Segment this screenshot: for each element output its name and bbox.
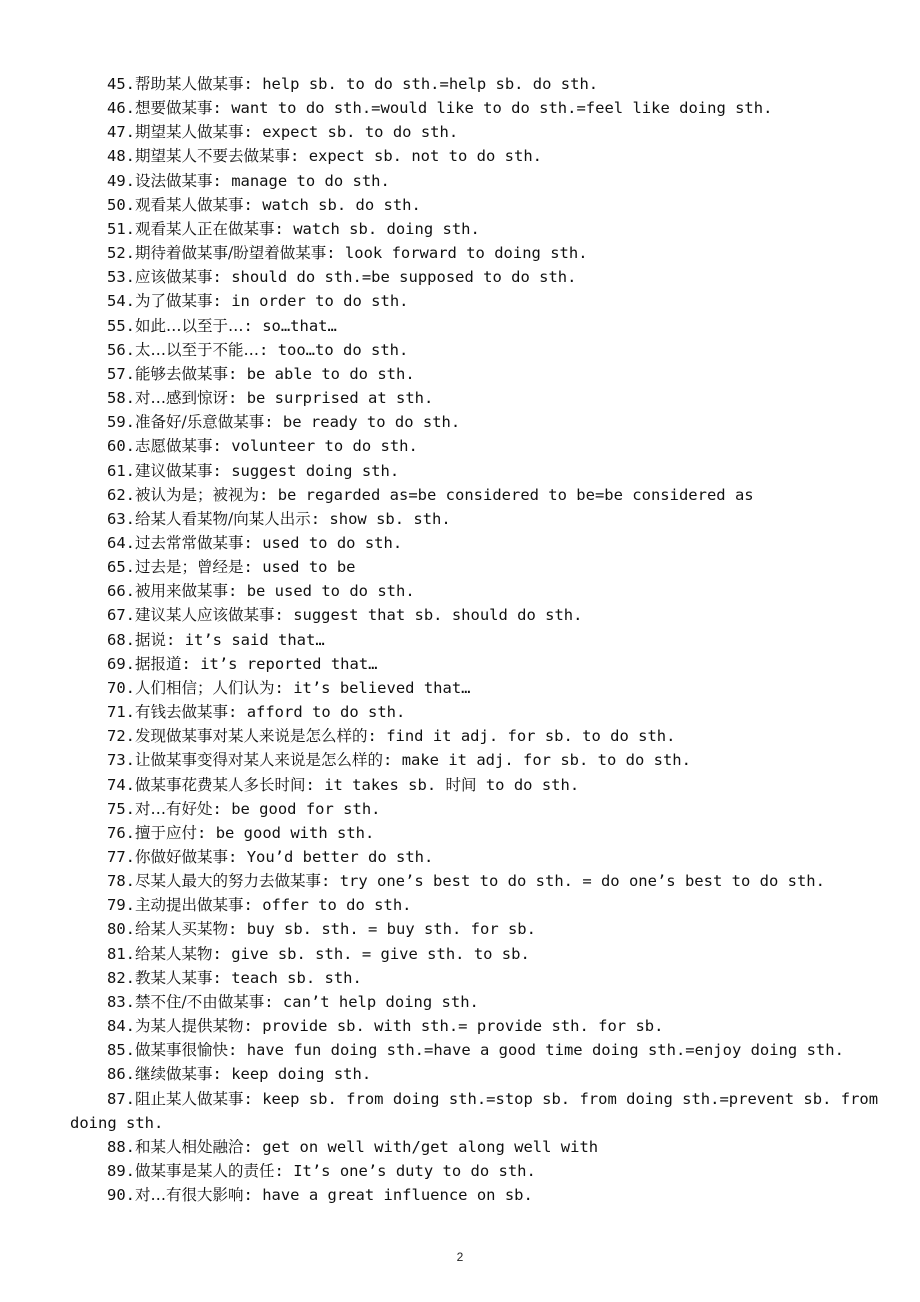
entry-chinese-term: 主动提出做某事 [135, 896, 244, 915]
phrase-entry [70, 96, 900, 120]
phrase-entry [70, 314, 900, 338]
entry-separator: : [243, 896, 263, 915]
entry-chinese-term: 给某人买某物 [135, 920, 229, 939]
entry-separator: : [274, 219, 294, 238]
entry-separator: : [243, 75, 263, 93]
entry-number: 84. [107, 1017, 135, 1036]
entry-number: 48. [107, 147, 135, 166]
entry-chinese-term: 有钱去做某事 [135, 703, 229, 722]
entry-english-phrase: have fun doing sth.=have a good time doing sth.=enjoy doing sth. [246, 1041, 844, 1060]
entry-number: 90. [107, 1186, 135, 1205]
entry-chinese-term: 继续做某事 [135, 1065, 213, 1084]
entry-chinese-term: 你做好做某事 [135, 848, 229, 866]
entry-chinese-term: 期望某人做某事 [135, 123, 244, 142]
entry-separator: : [181, 654, 201, 673]
entry-english-phrase: watch sb. do sth. [262, 195, 421, 214]
entry-separator: : [212, 437, 232, 456]
entry-separator: : [212, 171, 232, 190]
entry-number: 63. [107, 509, 135, 528]
entry-number: 53. [107, 268, 135, 287]
entry-english-phrase: suggest doing sth. [231, 461, 400, 480]
entry-separator: : [264, 413, 283, 432]
phrase-entry [70, 193, 900, 217]
entry-number: 77. [107, 848, 135, 866]
entry-chinese-term: 和某人相处融洽 [135, 1137, 244, 1156]
entry-number: 49. [107, 171, 135, 190]
entry-english-phrase: be used to do sth. [246, 582, 415, 601]
entry-number: 47. [107, 123, 135, 142]
entry-english-phrase: look forward to doing sth. [344, 244, 588, 263]
entry-number: 57. [107, 364, 135, 383]
entry-english-phrase: be good for sth. [231, 799, 381, 818]
phrase-entry [70, 845, 900, 869]
entry-chinese-term: 禁不住/不由做某事 [135, 992, 265, 1011]
entry-separator: : [197, 823, 216, 842]
entry-english-phrase: It’s one’s duty to do sth. [293, 1162, 536, 1181]
phrase-entry [70, 169, 900, 193]
phrase-entry [70, 289, 900, 313]
entry-chinese-term: 建议某人应该做某事 [135, 606, 275, 625]
entry-separator: : [305, 775, 325, 794]
phrase-entry [70, 241, 900, 265]
entry-number: 61. [107, 461, 135, 480]
entry-number: 51. [107, 219, 135, 238]
entry-separator: : [367, 727, 387, 746]
phrase-entry [70, 1087, 900, 1135]
entry-number: 72. [107, 727, 135, 746]
entry-english-phrase: buy sb. sth. = buy sth. for sb. [246, 920, 536, 939]
entry-separator: : [212, 1065, 232, 1084]
entry-number: 60. [107, 437, 135, 456]
entry-chinese-term: 据说 [135, 630, 167, 649]
entry-english-phrase: be regarded as=be considered to be=be considered as [277, 485, 754, 504]
entry-chinese-term: 做某事是某人的责任 [135, 1162, 275, 1181]
entry-english-phrase: have a great influence on sb. [262, 1186, 533, 1205]
phrase-entry [70, 966, 900, 990]
entry-chinese-term: 对…有好处 [135, 799, 213, 818]
entry-separator: : [228, 703, 247, 722]
entry-separator: : [243, 123, 263, 142]
entry-english-phrase: be ready to do sth. [282, 413, 461, 432]
entry-english-phrase: keep doing sth. [231, 1065, 372, 1084]
entry-number: 68. [107, 630, 135, 649]
entry-separator: : [274, 606, 294, 625]
entry-number: 86. [107, 1065, 135, 1084]
entry-separator: : [264, 992, 283, 1011]
entry-number: 83. [107, 992, 135, 1011]
entry-separator: : [243, 1017, 263, 1036]
phrase-entry [70, 700, 900, 724]
entry-chinese-term: 为了做某事 [135, 292, 213, 311]
entry-chinese-term: 擅于应付 [135, 823, 198, 842]
phrase-entry [70, 652, 900, 676]
entry-separator: : [243, 558, 263, 577]
entry-number: 76. [107, 823, 135, 842]
entry-english-phrase: so…that… [262, 316, 337, 335]
phrase-entry [70, 1038, 900, 1062]
entry-english-phrase: be good with sth. [215, 823, 375, 842]
entry-number: 78. [107, 872, 135, 891]
entry-number: 73. [107, 751, 135, 770]
entry-english-phrase: it takes sb. 时间 to do sth. [324, 775, 580, 794]
entry-chinese-term: 做某事很愉快 [135, 1041, 229, 1060]
entry-separator: : [259, 485, 278, 504]
entry-chinese-term: 志愿做某事 [135, 437, 213, 456]
entry-chinese-term: 过去是；曾经是 [135, 558, 244, 577]
entry-chinese-term: 观看某人做某事 [135, 195, 244, 214]
phrase-entry [70, 386, 900, 410]
phrase-entry [70, 531, 900, 555]
entry-english-phrase: find it adj. for sb. to do sth. [386, 727, 676, 746]
entry-english-phrase: help sb. to do sth.=help sb. do sth. [262, 75, 599, 93]
entry-number: 69. [107, 654, 135, 673]
entry-number: 52. [107, 244, 135, 263]
entry-separator: : [321, 872, 340, 891]
entry-separator: : [166, 630, 185, 649]
phrase-entry [70, 773, 900, 797]
entry-english-phrase: try one’s best to do sth. = do one’s best to do sth. [339, 872, 825, 891]
entry-chinese-term: 能够去做某事 [135, 364, 229, 383]
phrase-entry [70, 821, 900, 845]
entry-english-phrase: in order to do sth. [231, 292, 409, 311]
entry-english-phrase: You’d better do sth. [246, 848, 434, 866]
entry-number: 75. [107, 799, 135, 818]
entry-chinese-term: 据报道 [135, 654, 182, 673]
entry-chinese-term: 应该做某事 [135, 268, 213, 287]
entry-number: 64. [107, 533, 135, 552]
phrase-entry [70, 120, 900, 144]
entry-number: 62. [107, 485, 135, 504]
entry-separator: : [290, 147, 309, 166]
phrase-entry [70, 917, 900, 941]
entry-number: 65. [107, 558, 135, 577]
entry-chinese-term: 让做某事变得对某人来说是怎么样的 [135, 751, 384, 770]
entry-separator: : [243, 1137, 263, 1156]
entry-separator: : [243, 316, 263, 335]
entry-chinese-term: 教某人某事 [135, 968, 213, 987]
entry-number: 81. [107, 944, 135, 963]
phrase-entry [70, 676, 900, 700]
entry-chinese-term: 建议做某事 [135, 461, 213, 480]
entry-number: 59. [107, 413, 135, 432]
entry-separator: : [274, 1162, 294, 1181]
entry-separator: : [383, 751, 402, 770]
entry-chinese-term: 期待着做某事/盼望着做某事 [135, 244, 327, 263]
entry-chinese-term: 为某人提供某物 [135, 1017, 244, 1036]
entry-separator: : [228, 920, 247, 939]
entry-number: 80. [107, 920, 135, 939]
phrase-entry [70, 434, 900, 458]
entry-separator: : [243, 1186, 263, 1205]
phrase-entry [70, 942, 900, 966]
entry-number: 56. [107, 340, 135, 359]
entry-english-phrase: volunteer to do sth. [231, 437, 418, 456]
entry-number: 85. [107, 1041, 135, 1060]
phrase-entry [70, 1062, 900, 1086]
entry-chinese-term: 太…以至于不能… [135, 340, 260, 359]
entry-number: 46. [107, 99, 135, 118]
entry-separator: : [326, 244, 345, 263]
entry-chinese-term: 被用来做某事 [135, 582, 229, 601]
phrase-entry [70, 603, 900, 627]
entry-number: 74. [107, 775, 135, 794]
entry-english-phrase: should do sth.=be supposed to do sth. [231, 268, 577, 287]
phrase-entry [70, 1135, 900, 1159]
entry-english-phrase: it’s said that… [184, 630, 325, 649]
entry-english-phrase: provide sb. with sth.= provide sth. for sb. [262, 1017, 664, 1036]
entry-separator: : [212, 461, 232, 480]
entry-english-phrase: suggest that sb. should do sth. [293, 606, 583, 625]
entry-chinese-term: 期望某人不要去做某事 [135, 147, 291, 166]
entry-number: 88. [107, 1137, 135, 1156]
entry-english-phrase: used to be [262, 558, 356, 577]
entry-separator: : [212, 968, 232, 987]
entry-separator: : [259, 340, 278, 359]
entry-english-phrase: be able to do sth. [246, 364, 415, 383]
entry-separator: : [228, 389, 247, 408]
entry-chinese-term: 被认为是；被视为 [135, 485, 260, 504]
entry-chinese-term: 发现做某事对某人来说是怎么样的 [135, 727, 368, 746]
entry-separator: : [228, 1041, 247, 1060]
phrase-entry [70, 1014, 900, 1038]
entry-chinese-term: 如此…以至于… [135, 316, 244, 335]
entry-english-phrase: expect sb. not to do sth. [308, 147, 542, 166]
entry-number: 89. [107, 1162, 135, 1181]
entry-english-phrase: show sb. sth. [329, 509, 451, 528]
phrase-entry [70, 1183, 900, 1207]
entry-separator: : [212, 799, 232, 818]
entry-chinese-term: 想要做某事 [135, 99, 213, 118]
phrase-entry [70, 579, 900, 603]
entry-english-phrase: offer to do sth. [262, 896, 412, 915]
entry-number: 55. [107, 316, 135, 335]
entry-chinese-term: 给某人看某物/向某人出示 [135, 509, 311, 528]
entry-english-phrase: it’s believed that… [293, 678, 471, 697]
entry-separator: : [310, 509, 330, 528]
entry-separator: : [228, 364, 247, 383]
entry-chinese-term: 对…有很大影响 [135, 1186, 244, 1205]
phrase-entry [70, 1159, 900, 1183]
entry-english-phrase: give sb. sth. = give sth. to sb. [231, 944, 530, 963]
entry-chinese-term: 观看某人正在做某事 [135, 219, 275, 238]
page-number: 2 [456, 1250, 464, 1264]
phrase-entry [70, 217, 900, 241]
entry-separator: : [212, 292, 232, 311]
entry-chinese-term: 设法做某事 [135, 171, 213, 190]
entry-english-phrase: teach sb. sth. [231, 968, 362, 987]
entry-english-phrase: be surprised at sth. [246, 389, 434, 408]
entry-number: 79. [107, 896, 135, 915]
entry-chinese-term: 给某人某物 [135, 944, 213, 963]
entry-english-phrase: used to do sth. [262, 533, 403, 552]
entry-number: 87. [107, 1089, 135, 1108]
entry-english-phrase: watch sb. doing sth. [293, 219, 480, 238]
entry-english-phrase: keep sb. from doing sth.=stop sb. from doing sth.=prevent sb. from doing sth. [70, 1089, 879, 1132]
phrase-entry [70, 338, 900, 362]
entry-separator: : [228, 848, 247, 866]
entry-separator: : [212, 944, 232, 963]
entry-chinese-term: 做某事花费某人多长时间 [135, 775, 306, 794]
entry-number: 58. [107, 389, 135, 408]
entry-chinese-term: 过去常常做某事 [135, 533, 244, 552]
phrase-entry [70, 507, 900, 531]
phrase-entry [70, 555, 900, 579]
entry-chinese-term: 阻止某人做某事 [135, 1089, 244, 1108]
phrase-entry [70, 410, 900, 434]
entry-english-phrase: it’s reported that… [200, 654, 378, 673]
entry-number: 54. [107, 292, 135, 311]
phrase-entry [70, 724, 900, 748]
phrase-entry [70, 869, 900, 893]
phrase-entry [70, 748, 900, 772]
phrase-entry [70, 144, 900, 168]
entry-chinese-term: 人们相信；人们认为 [135, 678, 275, 697]
phrase-entry [70, 990, 900, 1014]
entry-english-phrase: too…to do sth. [277, 340, 409, 359]
entry-separator: : [212, 99, 232, 118]
entry-english-phrase: afford to do sth. [246, 703, 406, 722]
entry-english-phrase: make it adj. for sb. to do sth. [401, 751, 691, 770]
entry-english-phrase: get on well with/get along well with [262, 1137, 599, 1156]
entry-number: 66. [107, 582, 135, 601]
entry-separator: : [243, 1089, 263, 1108]
entry-chinese-term: 对…感到惊讶 [135, 389, 229, 408]
phrase-entry [70, 265, 900, 289]
phrase-entry [70, 797, 900, 821]
entry-english-phrase: manage to do sth. [231, 171, 390, 190]
entry-english-phrase: can’t help doing sth. [282, 992, 479, 1011]
entry-english-phrase: want to do sth.=would like to do sth.=feel like doing sth. [231, 99, 773, 118]
entry-number: 70. [107, 678, 135, 697]
phrase-entry [70, 459, 900, 483]
phrase-entry [70, 362, 900, 386]
entry-separator: : [243, 195, 263, 214]
entry-number: 71. [107, 703, 135, 722]
phrase-entry [70, 628, 900, 652]
entry-chinese-term: 准备好/乐意做某事 [135, 413, 265, 432]
entry-number: 50. [107, 195, 135, 214]
entry-separator: : [243, 533, 263, 552]
phrase-entry [70, 72, 900, 96]
entry-number: 45. [107, 75, 135, 93]
phrase-entry [70, 893, 900, 917]
entry-number: 82. [107, 968, 135, 987]
entry-number: 67. [107, 606, 135, 625]
entry-separator: : [228, 582, 247, 601]
entry-separator: : [274, 678, 294, 697]
entry-english-phrase: expect sb. to do sth. [262, 123, 459, 142]
phrase-list [70, 72, 900, 1207]
entry-chinese-term: 帮助某人做某事 [135, 75, 244, 93]
entry-separator: : [212, 268, 232, 287]
phrase-entry [70, 483, 900, 507]
entry-chinese-term: 尽某人最大的努力去做某事 [135, 872, 322, 891]
